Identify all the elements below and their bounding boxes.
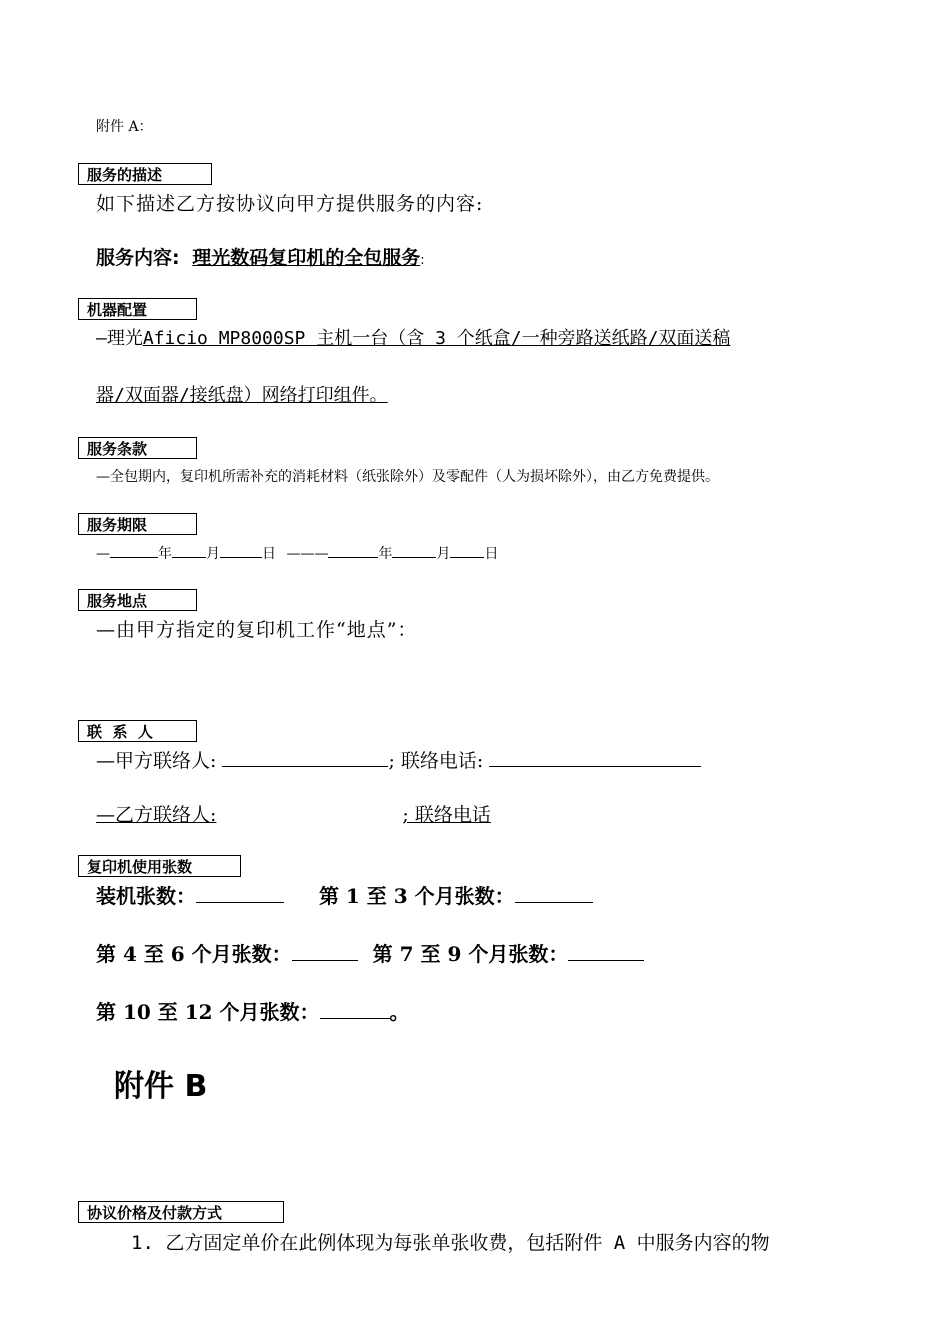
service-content-value: 理光数码复印机的全包服务: [192, 247, 421, 269]
copy-count-row1: [96, 880, 593, 909]
months-10-12-end: 。: [389, 1000, 410, 1024]
start-year-blank[interactable]: [110, 541, 158, 558]
months-7-9-blank[interactable]: [568, 940, 644, 961]
contacts-heading: 联 系 人: [78, 720, 197, 742]
months-4-6-label: 第 4 至 6 个月张数：: [96, 942, 292, 966]
party-b-phone-label: ; 联络电话: [402, 804, 491, 826]
party-b-contact-label: —乙方联络人:: [96, 804, 217, 826]
months-4-6-blank[interactable]: [292, 940, 358, 961]
months-10-12-label: 第 10 至 12 个月张数：: [96, 1000, 320, 1024]
service-description-text: 如下描述乙方按协议向甲方提供服务的内容:: [96, 193, 484, 215]
party-a-contact-blank[interactable]: [222, 746, 388, 767]
end-day-blank[interactable]: [450, 541, 484, 558]
start-year-label: 年: [158, 546, 172, 562]
machine-config-heading: 机器配置: [78, 298, 197, 320]
machine-config-line2: [96, 381, 542, 407]
service-period-heading: 服务期限: [78, 513, 197, 535]
months-1-3-label: 第 1 至 3 个月张数：: [318, 884, 515, 908]
attachment-b-title: 附件 B: [114, 1069, 208, 1104]
service-description-heading: 服务的描述: [78, 163, 212, 185]
months-1-3-blank[interactable]: [515, 882, 593, 903]
end-day-label: 日: [484, 546, 499, 562]
party-a-contact-label: —甲方联络人:: [96, 750, 217, 772]
months-10-12-blank[interactable]: [320, 998, 390, 1019]
machine-config-line1: [96, 324, 730, 350]
service-terms-text: —全包期内，复印机所需补充的消耗材料（纸张除外）及零配件（人为损坏除外），由乙方免费提供。: [96, 469, 719, 485]
period-dash-start: —: [96, 546, 110, 562]
machine-config-line2-text: 器/双面器/接纸盘）网络打印组件。: [96, 385, 388, 406]
start-day-blank[interactable]: [220, 541, 262, 558]
service-location-text: —由甲方指定的复印机工作“地点”：: [96, 619, 418, 641]
party-a-contact-line: [96, 746, 701, 773]
service-content-end: :: [420, 253, 425, 268]
copy-counts-heading: 复印机使用张数: [78, 855, 241, 877]
party-a-phone-blank[interactable]: [489, 746, 701, 767]
start-month-blank[interactable]: [172, 541, 206, 558]
machine-config-underlined: Aficio MP8000SP 主机一台（含 3 个纸盒/一种旁路送纸路/双面送稿: [142, 328, 731, 349]
party-b-contact-line: [96, 800, 491, 827]
install-count-label: 装机张数：: [96, 884, 196, 908]
copy-count-row2: [96, 938, 644, 967]
service-terms-heading: 服务条款: [78, 437, 197, 459]
service-period-line: [96, 541, 498, 563]
end-year-blank[interactable]: [328, 541, 378, 558]
service-content-label: 服务内容:: [96, 247, 180, 269]
party-a-phone-label: ; 联络电话:: [388, 750, 484, 772]
price-section-heading: 协议价格及付款方式: [78, 1201, 284, 1223]
start-day-label: 日: [262, 546, 276, 562]
attachment-a-label: 附件 A：: [96, 119, 153, 135]
start-month-label: 月: [206, 546, 220, 562]
end-month-label: 月: [436, 546, 451, 562]
copy-count-row3: [96, 996, 410, 1025]
end-year-label: 年: [378, 546, 393, 562]
machine-config-prefix: —理光: [96, 328, 143, 349]
price-item-1: 1. 乙方固定单价在此例体现为每张单张收费，包括附件 A 中服务内容的物: [131, 1232, 770, 1254]
install-count-blank[interactable]: [196, 882, 284, 903]
end-month-blank[interactable]: [392, 541, 436, 558]
months-7-9-label: 第 7 至 9 个月张数：: [372, 942, 569, 966]
period-dash-middle: ———: [286, 546, 329, 562]
service-location-heading: 服务地点: [78, 589, 197, 611]
service-content-line: [96, 243, 425, 270]
